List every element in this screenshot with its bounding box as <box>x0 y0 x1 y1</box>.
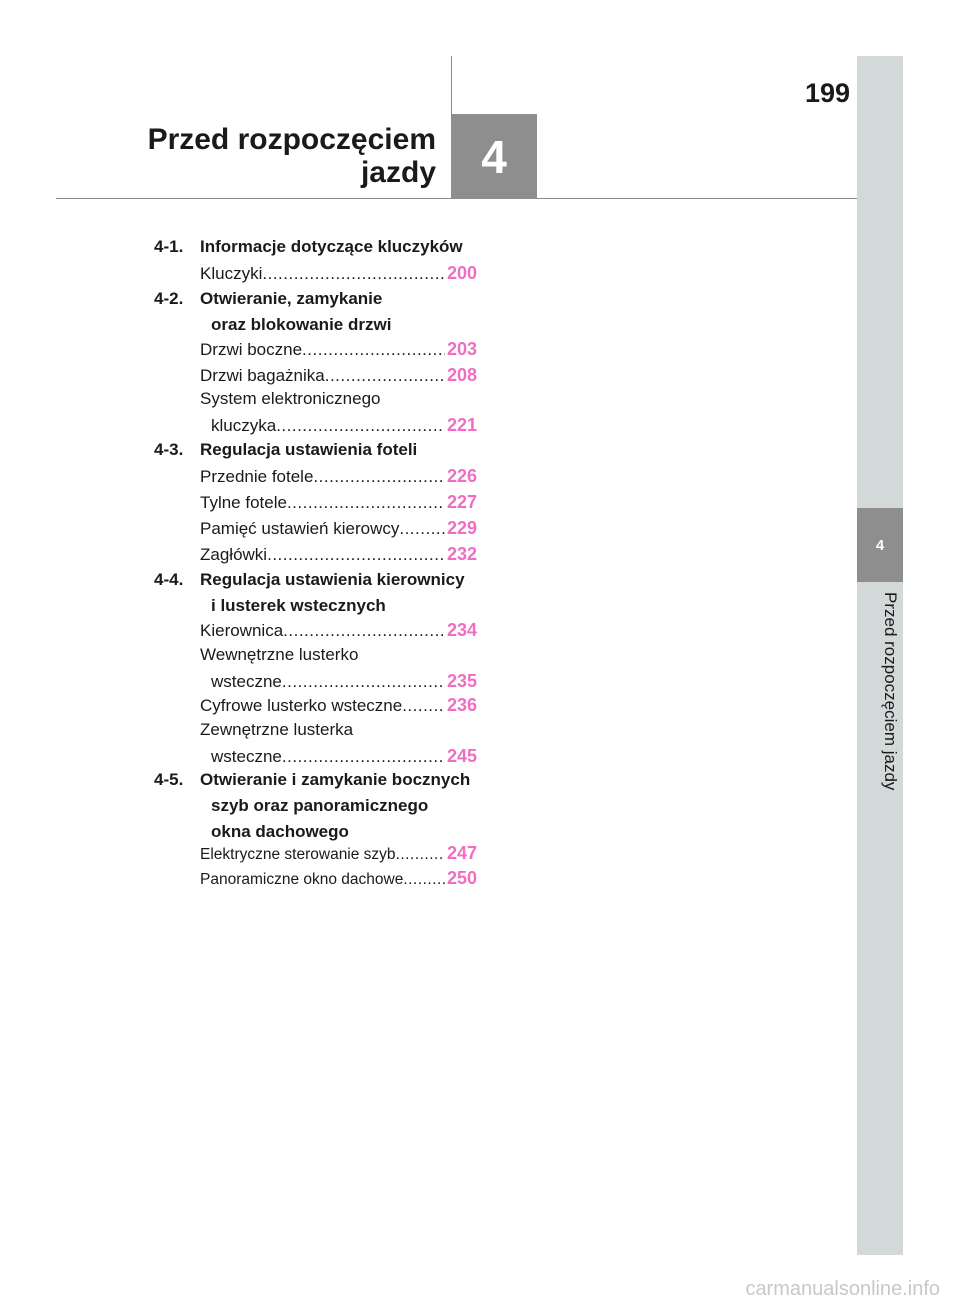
entry-label: wsteczne <box>211 672 282 691</box>
page-link[interactable]: 234 <box>446 620 477 640</box>
entry-label: Wewnętrzne lusterko <box>200 645 359 664</box>
page-link[interactable]: 221 <box>446 415 477 435</box>
chapter-title-line1: Przed rozpoczęciem <box>147 123 436 156</box>
page-number: 199 <box>804 78 850 108</box>
toc-entry[interactable] <box>200 362 477 389</box>
section-number: 4-5. <box>154 770 184 789</box>
page-link[interactable]: 229 <box>446 518 477 538</box>
toc-entry[interactable] <box>200 541 477 568</box>
toc-section <box>154 767 471 841</box>
leader-dots <box>283 618 445 644</box>
section-number: 4-1. <box>154 237 184 256</box>
section-title-line: oraz blokowanie drzwi <box>211 315 392 334</box>
entry-label: wsteczne <box>211 747 282 766</box>
side-tab-label: Przed rozpoczęciem jazdy <box>881 592 900 791</box>
entry-label: Drzwi boczne <box>200 340 303 359</box>
page-link[interactable]: 245 <box>446 746 477 766</box>
section-title-line: szyb oraz panoramicznego <box>211 796 429 815</box>
toc-section <box>154 234 463 260</box>
page-link[interactable]: 208 <box>446 365 477 385</box>
leader-dots <box>287 490 445 516</box>
toc-entry[interactable] <box>200 865 477 893</box>
toc-entry[interactable] <box>200 515 477 542</box>
toc-section <box>154 567 465 615</box>
toc-entry[interactable] <box>200 692 477 719</box>
entry-label: Kluczyki <box>200 264 263 283</box>
entry-label: Kierownica <box>200 621 284 640</box>
section-title-line: Otwieranie, zamykanie <box>200 289 383 308</box>
section-number: 4-3. <box>154 440 184 459</box>
page-link[interactable]: 236 <box>446 695 477 715</box>
entry-label: Drzwi bagażnika <box>200 366 325 385</box>
entry-label: kluczyka <box>211 416 277 435</box>
section-title-line: Otwieranie i zamykanie bocznych <box>200 770 471 789</box>
leader-dots <box>403 867 445 893</box>
toc-section <box>154 437 418 463</box>
entry-label: Cyfrowe lusterko wsteczne <box>200 696 403 715</box>
page-link[interactable]: 232 <box>446 544 477 564</box>
page-link[interactable]: 226 <box>446 466 477 486</box>
leader-dots <box>313 464 445 490</box>
entry-label: Tylne fotele <box>200 493 287 512</box>
section-number: 4-2. <box>154 289 184 308</box>
toc-entry[interactable] <box>200 386 477 439</box>
entry-label: Zagłówki <box>200 545 268 564</box>
section-title-line: i lusterek wstecznych <box>211 596 386 615</box>
side-tab-number[interactable]: 4 <box>857 508 903 582</box>
watermark: carmanualsonline.info <box>745 1278 940 1300</box>
page-link[interactable]: 200 <box>446 263 477 283</box>
page-link[interactable]: 203 <box>446 339 477 359</box>
toc-entry[interactable] <box>200 840 477 868</box>
chapter-title-line2: jazdy <box>360 156 436 189</box>
entry-label: Zewnętrzne lusterka <box>200 720 354 739</box>
toc-entry[interactable] <box>200 717 477 770</box>
section-number: 4-4. <box>154 570 184 589</box>
page-link[interactable]: 227 <box>446 492 477 512</box>
entry-label: System elektronicznego <box>200 389 381 408</box>
toc-section <box>154 286 392 334</box>
entry-label: Panoramiczne okno dachowe <box>200 871 404 888</box>
leader-dots <box>302 337 445 363</box>
section-title <box>200 437 490 463</box>
leader-dots <box>402 693 445 719</box>
leader-dots <box>262 261 445 287</box>
section-title <box>200 286 490 338</box>
toc-entry[interactable] <box>200 489 477 516</box>
page-link[interactable]: 250 <box>446 868 477 888</box>
toc-entry[interactable] <box>200 642 477 695</box>
leader-dots <box>399 516 445 542</box>
section-title-line: okna dachowego <box>211 822 349 841</box>
section-title-line: Regulacja ustawienia foteli <box>200 440 418 459</box>
section-title <box>200 234 490 260</box>
entry-label: Przednie fotele <box>200 467 314 486</box>
section-title <box>200 567 490 619</box>
toc-entry[interactable] <box>200 617 477 644</box>
page-link[interactable]: 235 <box>446 671 477 691</box>
leader-dots <box>276 413 445 439</box>
entry-label: Pamięć ustawień kierowcy <box>200 519 400 538</box>
page-link[interactable]: 247 <box>446 843 477 863</box>
toc-entry[interactable] <box>200 260 477 287</box>
toc-entry[interactable] <box>200 336 477 363</box>
section-title-line: Informacje dotyczące kluczyków <box>200 237 463 256</box>
leader-dots <box>267 542 445 568</box>
chapter-number-box: 4 <box>451 114 537 199</box>
section-title <box>200 767 490 845</box>
toc-entry[interactable] <box>200 463 477 490</box>
entry-label: Elektryczne sterowanie szyb <box>200 846 396 863</box>
chapter-title <box>76 123 436 189</box>
section-title-line: Regulacja ustawienia kierownicy <box>200 570 465 589</box>
